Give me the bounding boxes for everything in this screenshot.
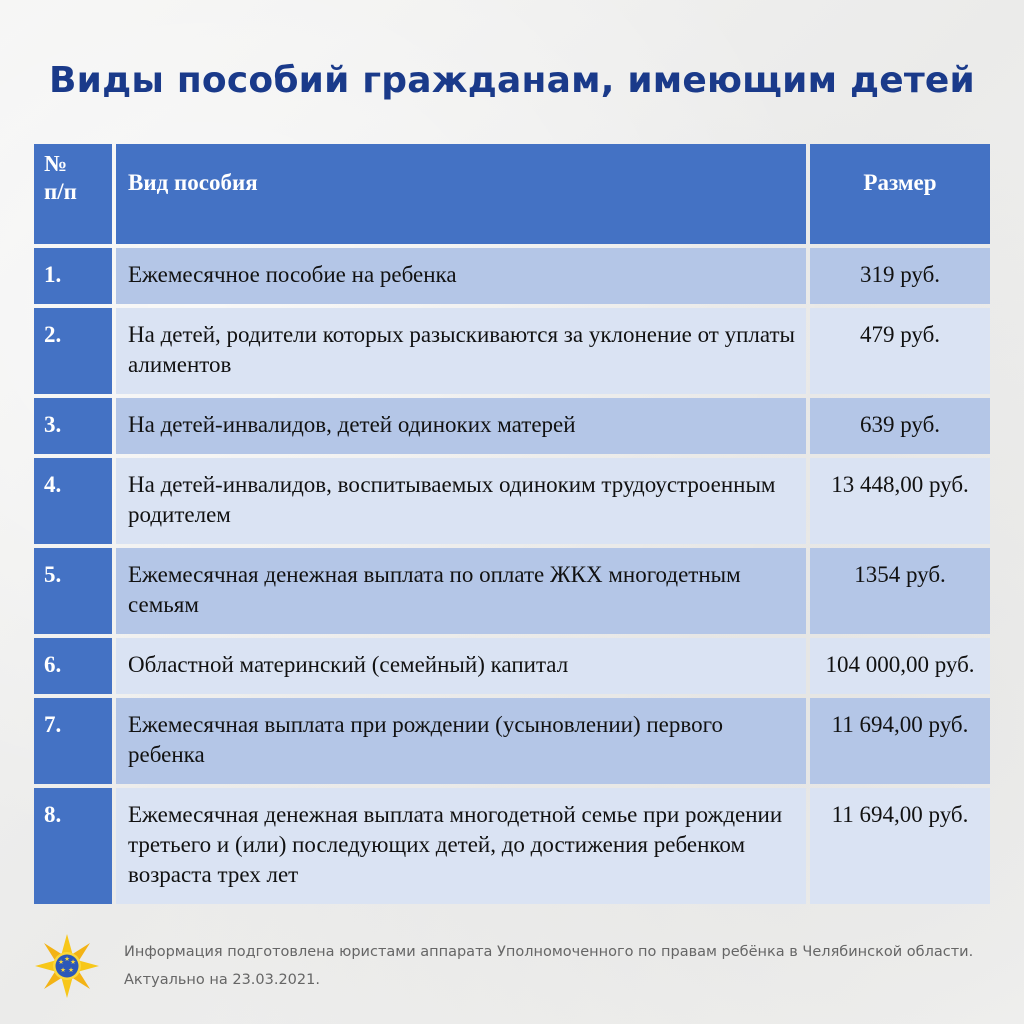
row-number: 6. (34, 638, 112, 694)
sun-star-logo-svg (34, 933, 100, 999)
table-row (34, 548, 990, 634)
table-header-row (34, 144, 990, 244)
table-row (34, 398, 990, 454)
row-benefit-type: Ежемесячное пособие на ребенка (116, 248, 806, 304)
table-row (34, 248, 990, 304)
footer-line-source: Информация подготовлена юристами аппарата Уполномоченного по правам ребёнка в Челябинской области. (124, 944, 974, 960)
row-benefit-type: На детей-инвалидов, воспитываемых одиноким трудоустроенным родителем (116, 458, 806, 544)
row-number: 8. (34, 788, 112, 904)
svg-text:★: ★ (64, 955, 70, 963)
table-row (34, 638, 990, 694)
table-row (34, 698, 990, 784)
table-row (34, 308, 990, 394)
header-number (34, 144, 112, 244)
row-benefit-type: На детей-инвалидов, детей одиноких матерей (116, 398, 806, 454)
svg-text:★: ★ (58, 958, 64, 966)
row-number: 1. (34, 248, 112, 304)
row-number: 3. (34, 398, 112, 454)
row-amount: 11 694,00 руб. (810, 698, 990, 784)
row-benefit-type: Ежемесячная денежная выплата по оплате ЖКХ многодетным семьям (116, 548, 806, 634)
row-benefit-type: Ежемесячная выплата при рождении (усыновлении) первого ребенка (116, 698, 806, 784)
benefits-table (30, 140, 994, 908)
row-number: 4. (34, 458, 112, 544)
header-number-line1: № (44, 151, 68, 176)
footer-line-date: Актуально на 23.03.2021. (124, 972, 320, 988)
row-amount: 11 694,00 руб. (810, 788, 990, 904)
page-title: Виды пособий гражданам, имеющим детей (49, 60, 975, 101)
header-amount: Размер (810, 144, 990, 244)
row-benefit-type: Областной материнский (семейный) капитал (116, 638, 806, 694)
row-number: 2. (34, 308, 112, 394)
row-number: 5. (34, 548, 112, 634)
svg-text:★: ★ (60, 966, 66, 974)
footer-note (124, 938, 1004, 994)
table-row (34, 458, 990, 544)
row-amount: 13 448,00 руб. (810, 458, 990, 544)
row-amount: 104 000,00 руб. (810, 638, 990, 694)
row-amount: 319 руб. (810, 248, 990, 304)
row-amount: 1354 руб. (810, 548, 990, 634)
row-number: 7. (34, 698, 112, 784)
row-amount: 639 руб. (810, 398, 990, 454)
benefits-table-container (32, 140, 992, 908)
row-benefit-type: Ежемесячная денежная выплата многодетной семье при рождении третьего и (или) последующих детей, до достижения ребенком возраста трех лет (116, 788, 806, 904)
svg-text:★: ★ (68, 966, 74, 974)
header-number-line2: п/п (44, 179, 77, 204)
row-amount: 479 руб. (810, 308, 990, 394)
svg-text:★: ★ (70, 958, 76, 966)
row-benefit-type: На детей, родители которых разыскиваются за уклонение от уплаты алиментов (116, 308, 806, 394)
sun-star-logo-icon (34, 933, 100, 999)
header-benefit-type: Вид пособия (116, 144, 806, 244)
table-row (34, 788, 990, 904)
